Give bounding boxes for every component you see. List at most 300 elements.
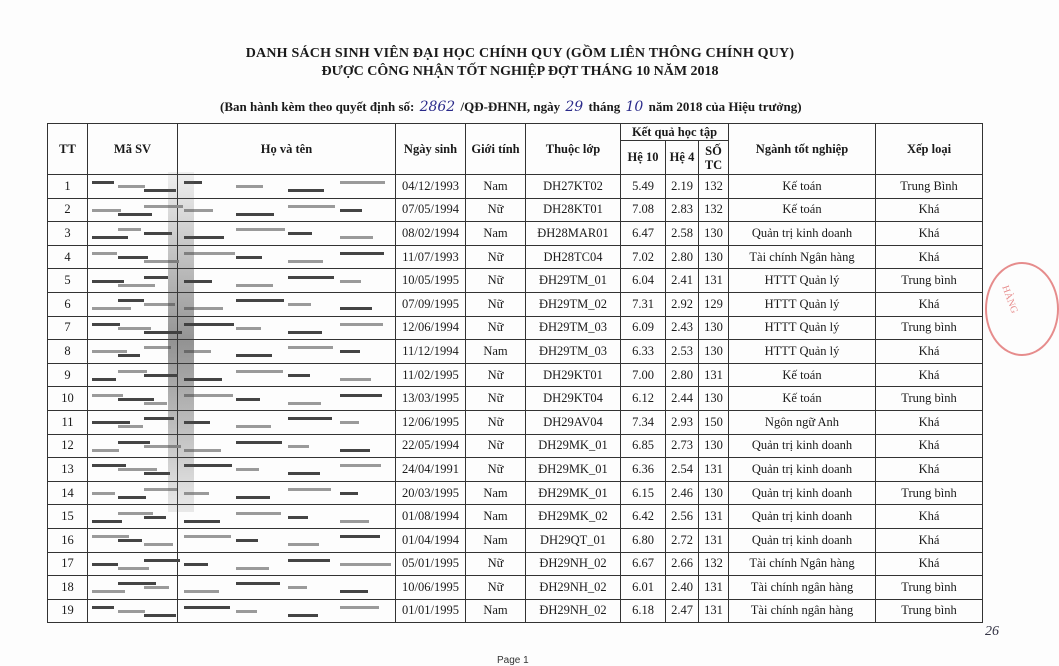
cell-credits: 131 xyxy=(699,269,729,293)
cell-major: Tài chính Ngân hàng xyxy=(729,552,876,576)
cell-dob: 22/05/1994 xyxy=(396,434,466,458)
cell-major: Quản trị kinh doanh xyxy=(729,505,876,529)
redacted-full-name xyxy=(178,292,396,316)
redaction-bar xyxy=(340,492,358,495)
header-results: Kết quả học tập xyxy=(621,124,729,141)
cell-dob: 08/02/1994 xyxy=(396,222,466,246)
official-stamp xyxy=(985,262,1059,356)
cell-scale10: 6.47 xyxy=(621,222,666,246)
redacted-student-id xyxy=(88,505,178,529)
redacted-full-name xyxy=(178,599,396,623)
cell-credits: 130 xyxy=(699,387,729,411)
redaction-bar xyxy=(340,421,359,424)
redaction-bar xyxy=(236,299,284,302)
cell-rank: Trung bình xyxy=(876,269,983,293)
row-number: 16 xyxy=(48,528,88,552)
redaction-bar xyxy=(340,252,384,255)
cell-dob: 24/04/1991 xyxy=(396,458,466,482)
redaction-bar xyxy=(118,354,140,357)
redaction-bar xyxy=(118,327,151,330)
cell-dob: 13/03/1995 xyxy=(396,387,466,411)
redaction-bar xyxy=(118,567,149,570)
redaction-bar xyxy=(92,520,122,523)
redaction-bar xyxy=(118,512,153,515)
redaction-bar xyxy=(144,472,170,475)
cell-major: Kế toán xyxy=(729,198,876,222)
document-title-line1: DANH SÁCH SINH VIÊN ĐẠI HỌC CHÍNH QUY (GỒM LIÊN THÔNG CHÍNH QUY) xyxy=(245,46,795,61)
document-title-line2: ĐƯỢC CÔNG NHẬN TỐT NGHIỆP ĐỢT THÁNG 10 NĂM 2018 xyxy=(321,64,719,79)
cell-class: ĐH29MK_02 xyxy=(526,505,621,529)
redaction-bar xyxy=(118,213,152,216)
redaction-bar xyxy=(340,563,391,566)
redacted-student-id xyxy=(88,458,178,482)
cell-class: DH29KT01 xyxy=(526,363,621,387)
redaction-bar xyxy=(236,468,259,471)
cell-gender: Nam xyxy=(466,222,526,246)
redaction-bar xyxy=(92,606,114,609)
redaction-bar xyxy=(340,606,379,609)
cell-rank: Trung bình xyxy=(876,316,983,340)
redacted-full-name xyxy=(178,245,396,269)
cell-dob: 12/06/1994 xyxy=(396,316,466,340)
redaction-bar xyxy=(118,610,145,613)
cell-dob: 11/02/1995 xyxy=(396,363,466,387)
cell-scale10: 6.09 xyxy=(621,316,666,340)
cell-gender: Nữ xyxy=(466,410,526,434)
cell-scale4: 2.56 xyxy=(666,505,699,529)
redaction-bar xyxy=(288,402,321,405)
cell-scale10: 6.15 xyxy=(621,481,666,505)
redacted-student-id xyxy=(88,245,178,269)
redacted-student-id xyxy=(88,175,178,199)
row-number: 12 xyxy=(48,434,88,458)
cell-scale4: 2.80 xyxy=(666,363,699,387)
cell-major: Kế toán xyxy=(729,363,876,387)
cell-credits: 131 xyxy=(699,528,729,552)
redacted-student-id xyxy=(88,198,178,222)
redaction-bar xyxy=(92,307,131,310)
redaction-bar xyxy=(144,516,166,519)
redaction-bar xyxy=(236,610,257,613)
redacted-student-id xyxy=(88,552,178,576)
redacted-full-name xyxy=(178,505,396,529)
redaction-bar xyxy=(144,559,180,562)
redaction-bar xyxy=(288,232,312,235)
redaction-bar xyxy=(340,181,385,184)
cell-scale4: 2.73 xyxy=(666,434,699,458)
cell-major: Quản trị kinh doanh xyxy=(729,222,876,246)
cell-major: Tài chính ngân hàng xyxy=(729,576,876,600)
redaction-bar xyxy=(288,331,322,334)
decree-mid: /QĐ-ĐHNH, ngày xyxy=(460,99,561,114)
redaction-bar xyxy=(118,441,150,444)
redacted-full-name xyxy=(178,458,396,482)
redacted-full-name xyxy=(178,387,396,411)
header-dob: Ngày sinh xyxy=(396,124,466,175)
redaction-bar xyxy=(92,590,125,593)
cell-gender: Nữ xyxy=(466,316,526,340)
redaction-bar xyxy=(288,417,332,420)
decree-month-label: tháng xyxy=(588,99,621,114)
row-number: 7 xyxy=(48,316,88,340)
header-student-id: Mã SV xyxy=(88,124,178,175)
redaction-bar xyxy=(288,559,330,562)
row-number: 19 xyxy=(48,599,88,623)
redaction-bar xyxy=(118,425,143,428)
cell-class: ĐH29NH_02 xyxy=(526,552,621,576)
cell-rank: Khá xyxy=(876,410,983,434)
row-number: 8 xyxy=(48,340,88,364)
cell-scale4: 2.54 xyxy=(666,458,699,482)
row-number: 3 xyxy=(48,222,88,246)
cell-major: Tài chính Ngân hàng xyxy=(729,245,876,269)
cell-scale10: 7.08 xyxy=(621,198,666,222)
cell-scale4: 2.19 xyxy=(666,175,699,199)
redaction-bar xyxy=(236,425,271,428)
redaction-bar xyxy=(92,464,126,467)
cell-rank: Khá xyxy=(876,245,983,269)
cell-credits: 131 xyxy=(699,458,729,482)
redacted-student-id xyxy=(88,316,178,340)
redaction-bar xyxy=(236,327,261,330)
redaction-bar xyxy=(236,496,270,499)
cell-class: ĐH29NH_02 xyxy=(526,599,621,623)
redacted-student-id xyxy=(88,292,178,316)
redacted-full-name xyxy=(178,175,396,199)
redaction-bar xyxy=(118,256,148,259)
cell-credits: 131 xyxy=(699,576,729,600)
cell-major: Ngôn ngữ Anh xyxy=(729,410,876,434)
redaction-bar xyxy=(92,563,118,566)
cell-scale10: 6.18 xyxy=(621,599,666,623)
redaction-bar xyxy=(236,539,258,542)
redaction-bar xyxy=(288,543,319,546)
cell-credits: 131 xyxy=(699,363,729,387)
cell-scale10: 6.85 xyxy=(621,434,666,458)
redacted-full-name xyxy=(178,340,396,364)
cell-scale10: 6.01 xyxy=(621,576,666,600)
cell-rank: Khá xyxy=(876,528,983,552)
cell-credits: 132 xyxy=(699,175,729,199)
redaction-bar xyxy=(184,563,208,566)
cell-class: ĐH29TM_02 xyxy=(526,292,621,316)
redaction-bar xyxy=(288,346,333,349)
redaction-bar xyxy=(92,209,121,212)
redacted-student-id xyxy=(88,363,178,387)
redaction-bar xyxy=(340,394,382,397)
redaction-bar xyxy=(118,539,142,542)
cell-scale10: 6.12 xyxy=(621,387,666,411)
row-number: 9 xyxy=(48,363,88,387)
redaction-bar xyxy=(118,284,155,287)
cell-rank: Khá xyxy=(876,222,983,246)
redaction-bar xyxy=(340,535,380,538)
cell-gender: Nam xyxy=(466,505,526,529)
cell-dob: 01/04/1994 xyxy=(396,528,466,552)
redaction-bar xyxy=(118,370,147,373)
redacted-full-name xyxy=(178,363,396,387)
redacted-full-name xyxy=(178,528,396,552)
cell-major: HTTT Quản lý xyxy=(729,316,876,340)
redaction-bar xyxy=(118,468,157,471)
cell-major: Kế toán xyxy=(729,387,876,411)
cell-gender: Nữ xyxy=(466,387,526,411)
cell-class: DH29KT04 xyxy=(526,387,621,411)
redaction-bar xyxy=(236,512,281,515)
cell-gender: Nữ xyxy=(466,198,526,222)
redaction-bar xyxy=(92,252,117,255)
cell-scale4: 2.72 xyxy=(666,528,699,552)
page-number: Page 1 xyxy=(497,655,529,666)
cell-scale10: 6.04 xyxy=(621,269,666,293)
cell-rank: Trung bình xyxy=(876,576,983,600)
table-row xyxy=(48,528,983,552)
cell-scale10: 6.42 xyxy=(621,505,666,529)
cell-dob: 10/05/1995 xyxy=(396,269,466,293)
redaction-bar xyxy=(92,449,119,452)
redaction-bar xyxy=(184,535,231,538)
redaction-bar xyxy=(92,280,124,283)
decree-line xyxy=(220,99,802,115)
redaction-bar xyxy=(184,606,230,609)
header-full-name: Họ và tên xyxy=(178,124,396,175)
cell-scale4: 2.53 xyxy=(666,340,699,364)
row-number: 6 xyxy=(48,292,88,316)
redaction-bar xyxy=(118,299,144,302)
cell-dob: 04/12/1993 xyxy=(396,175,466,199)
cell-major: Quản trị kinh doanh xyxy=(729,458,876,482)
cell-gender: Nam xyxy=(466,175,526,199)
cell-class: DH29MK_01 xyxy=(526,434,621,458)
cell-rank: Khá xyxy=(876,458,983,482)
cell-gender: Nam xyxy=(466,340,526,364)
redacted-student-id xyxy=(88,434,178,458)
cell-scale4: 2.43 xyxy=(666,316,699,340)
cell-major: HTTT Quản lý xyxy=(729,292,876,316)
header-tt: TT xyxy=(48,124,88,175)
cell-dob: 11/12/1994 xyxy=(396,340,466,364)
redaction-bar xyxy=(236,354,272,357)
redaction-bar xyxy=(288,189,324,192)
redaction-bar xyxy=(144,614,176,617)
redaction-bar xyxy=(144,586,169,589)
cell-class: ĐH29MK_01 xyxy=(526,481,621,505)
cell-scale10: 6.80 xyxy=(621,528,666,552)
cell-gender: Nam xyxy=(466,599,526,623)
redaction-bar xyxy=(184,520,220,523)
table-row xyxy=(48,599,983,623)
decree-month-handwritten: 10 xyxy=(625,99,644,115)
redaction-bar xyxy=(118,228,141,231)
row-number: 13 xyxy=(48,458,88,482)
cell-scale4: 2.46 xyxy=(666,481,699,505)
redaction-bar xyxy=(144,543,173,546)
redaction-bar xyxy=(288,586,307,589)
cell-class: DH29QT_01 xyxy=(526,528,621,552)
redacted-student-id xyxy=(88,340,178,364)
redaction-bar xyxy=(118,398,154,401)
cell-gender: Nam xyxy=(466,481,526,505)
cell-credits: 130 xyxy=(699,481,729,505)
header-scale4: Hệ 4 xyxy=(666,141,699,175)
redacted-student-id xyxy=(88,481,178,505)
redaction-bar xyxy=(236,228,285,231)
cell-credits: 132 xyxy=(699,198,729,222)
redaction-bar xyxy=(236,567,269,570)
redaction-bar xyxy=(92,378,116,381)
cell-major: Quản trị kinh doanh xyxy=(729,434,876,458)
cell-scale4: 2.92 xyxy=(666,292,699,316)
handwritten-initials: 26 xyxy=(985,624,999,639)
cell-scale4: 2.83 xyxy=(666,198,699,222)
redaction-bar xyxy=(236,213,274,216)
redacted-student-id xyxy=(88,410,178,434)
redaction-bar xyxy=(340,280,361,283)
cell-dob: 07/09/1995 xyxy=(396,292,466,316)
redaction-bar xyxy=(340,307,372,310)
row-number: 14 xyxy=(48,481,88,505)
cell-major: Quản trị kinh doanh xyxy=(729,528,876,552)
cell-dob: 07/05/1994 xyxy=(396,198,466,222)
redaction-bar xyxy=(288,445,309,448)
cell-scale4: 2.40 xyxy=(666,576,699,600)
table-row xyxy=(48,552,983,576)
cell-credits: 132 xyxy=(699,552,729,576)
redaction-bar xyxy=(288,205,335,208)
cell-dob: 01/01/1995 xyxy=(396,599,466,623)
cell-scale10: 7.34 xyxy=(621,410,666,434)
header-rank: Xếp loại xyxy=(876,124,983,175)
cell-rank: Khá xyxy=(876,363,983,387)
redacted-full-name xyxy=(178,410,396,434)
redacted-full-name xyxy=(178,576,396,600)
row-number: 5 xyxy=(48,269,88,293)
redaction-bar xyxy=(236,256,262,259)
redaction-bar xyxy=(288,303,311,306)
cell-credits: 130 xyxy=(699,316,729,340)
redaction-bar xyxy=(236,185,263,188)
cell-gender: Nữ xyxy=(466,576,526,600)
cell-dob: 01/08/1994 xyxy=(396,505,466,529)
table-row xyxy=(48,576,983,600)
redacted-student-id xyxy=(88,269,178,293)
redaction-bar xyxy=(92,236,128,239)
redaction-bar xyxy=(144,346,171,349)
cell-rank: Trung bình xyxy=(876,387,983,411)
cell-dob: 10/06/1995 xyxy=(396,576,466,600)
row-number: 11 xyxy=(48,410,88,434)
header-class: Thuộc lớp xyxy=(526,124,621,175)
cell-scale4: 2.66 xyxy=(666,552,699,576)
cell-scale10: 6.36 xyxy=(621,458,666,482)
cell-scale4: 2.93 xyxy=(666,410,699,434)
redaction-bar xyxy=(118,185,145,188)
redaction-bar xyxy=(92,350,127,353)
cell-credits: 131 xyxy=(699,599,729,623)
decree-day-handwritten: 29 xyxy=(565,99,584,115)
redaction-bar xyxy=(340,378,371,381)
cell-scale4: 2.58 xyxy=(666,222,699,246)
cell-rank: Trung bình xyxy=(876,481,983,505)
cell-credits: 150 xyxy=(699,410,729,434)
cell-gender: Nữ xyxy=(466,292,526,316)
redaction-bar xyxy=(92,323,120,326)
cell-class: DH27KT02 xyxy=(526,175,621,199)
redaction-bar xyxy=(340,323,383,326)
row-number: 4 xyxy=(48,245,88,269)
redaction-bar xyxy=(340,236,373,239)
cell-class: ĐH28MAR01 xyxy=(526,222,621,246)
redaction-bar xyxy=(236,284,273,287)
row-number: 2 xyxy=(48,198,88,222)
cell-major: HTTT Quản lý xyxy=(729,269,876,293)
cell-class: DH28TC04 xyxy=(526,245,621,269)
redaction-bar xyxy=(288,472,320,475)
redaction-bar xyxy=(236,441,282,444)
redaction-bar xyxy=(340,464,381,467)
redaction-bar xyxy=(288,260,323,263)
redaction-bar xyxy=(236,582,280,585)
row-number: 1 xyxy=(48,175,88,199)
redaction-bar xyxy=(92,535,129,538)
cell-scale4: 2.47 xyxy=(666,599,699,623)
redaction-bar xyxy=(340,590,368,593)
redacted-full-name xyxy=(178,552,396,576)
cell-scale10: 7.00 xyxy=(621,363,666,387)
redacted-full-name xyxy=(178,481,396,505)
redacted-student-id xyxy=(88,222,178,246)
cell-major: Tài chính ngân hàng xyxy=(729,599,876,623)
cell-rank: Khá xyxy=(876,292,983,316)
scan-smudge xyxy=(168,172,194,512)
redaction-bar xyxy=(144,402,167,405)
redacted-student-id xyxy=(88,576,178,600)
cell-credits: 129 xyxy=(699,292,729,316)
cell-class: ĐH29TM_03 xyxy=(526,316,621,340)
cell-gender: Nữ xyxy=(466,363,526,387)
cell-major: HTTT Quản lý xyxy=(729,340,876,364)
redacted-student-id xyxy=(88,599,178,623)
cell-credits: 130 xyxy=(699,222,729,246)
cell-credits: 130 xyxy=(699,340,729,364)
redaction-bar xyxy=(288,614,318,617)
redaction-bar xyxy=(92,394,123,397)
cell-dob: 05/01/1995 xyxy=(396,552,466,576)
redacted-full-name xyxy=(178,434,396,458)
cell-class: ĐH29MK_01 xyxy=(526,458,621,482)
redaction-bar xyxy=(118,496,146,499)
redaction-bar xyxy=(340,209,362,212)
redacted-full-name xyxy=(178,198,396,222)
cell-rank: Khá xyxy=(876,552,983,576)
decree-prefix: (Ban hành kèm theo quyết định số: xyxy=(220,99,415,114)
redacted-full-name xyxy=(178,222,396,246)
cell-rank: Khá xyxy=(876,434,983,458)
cell-credits: 130 xyxy=(699,245,729,269)
cell-scale4: 2.41 xyxy=(666,269,699,293)
cell-scale10: 7.02 xyxy=(621,245,666,269)
cell-scale10: 6.67 xyxy=(621,552,666,576)
header-gender: Giới tính xyxy=(466,124,526,175)
redacted-student-id xyxy=(88,387,178,411)
cell-scale10: 5.49 xyxy=(621,175,666,199)
cell-class: ĐH29TM_03 xyxy=(526,340,621,364)
redaction-bar xyxy=(340,449,370,452)
cell-rank: Khá xyxy=(876,505,983,529)
redacted-student-id xyxy=(88,528,178,552)
cell-major: Quản trị kinh doanh xyxy=(729,481,876,505)
redaction-bar xyxy=(144,276,168,279)
